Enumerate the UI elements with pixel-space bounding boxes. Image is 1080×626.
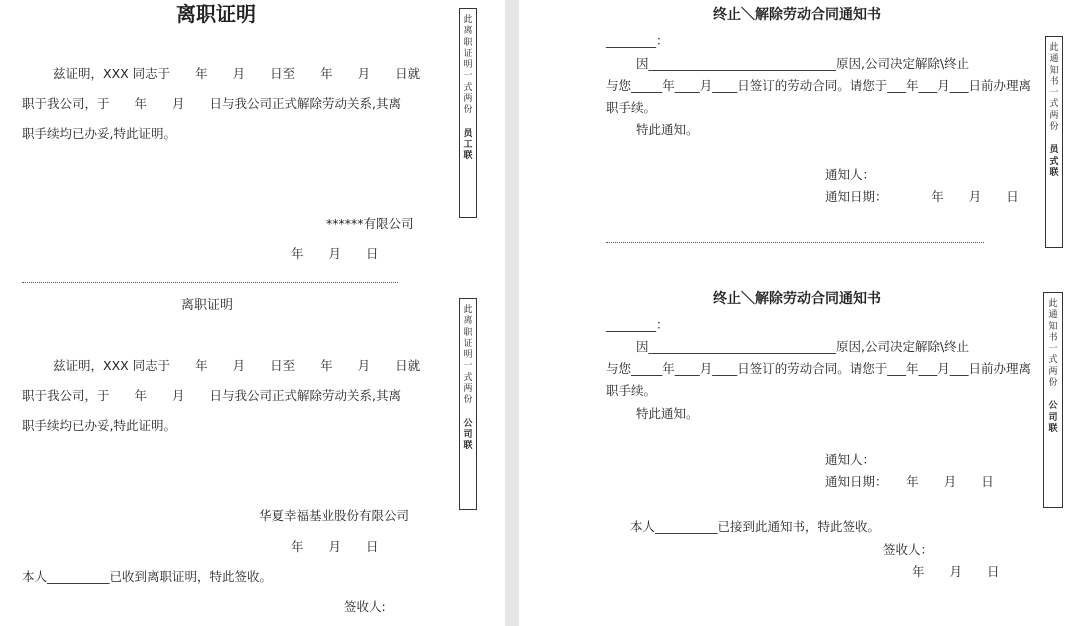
upper-certificate-line-2: 职于我公司，于 年 月 日与我公司正式解除劳动关系,其离 <box>22 96 401 111</box>
lower-notice-addressee: ________： <box>606 317 669 332</box>
upper-notice-title: 终止＼解除劳动合同通知书 <box>713 7 881 23</box>
lower-certificate-line-1: 兹证明，XXX 同志于 年 月 日至 年 月 日就 <box>53 358 421 373</box>
lower-notice-line-2: 与您_____年____月____日签订的劳动合同。请您于___年___月___日前办理离 <box>606 361 1032 376</box>
upper-notice-line-1: 因______________________________原因,公司决定解除\终止 <box>636 56 970 71</box>
copy-label-text: 此 离 职 证 明 一 式 两 份 <box>463 15 473 116</box>
cut-line <box>22 282 398 283</box>
lower-notice-title: 终止＼解除劳动合同通知书 <box>713 291 881 307</box>
lower-notice-notifier: 通知人： <box>825 452 876 467</box>
copy-label-company: 公 司 联 <box>1048 401 1058 434</box>
lower-certificate-company: 华夏幸福基业股份有限公司 <box>259 508 410 523</box>
left-document-page <box>0 0 505 626</box>
upper-certificate-date: 年 月 日 <box>291 246 379 261</box>
upper-notice-copy-label <box>1045 36 1063 248</box>
lower-certificate-copy-label <box>459 298 477 510</box>
upper-certificate-company: ******有限公司 <box>326 216 414 231</box>
lower-certificate-title: 离职证明 <box>181 298 234 313</box>
upper-certificate-title: 离职证明 <box>176 2 256 26</box>
lower-notice-receipt: 本人__________已接到此通知书，特此签收。 <box>630 519 881 534</box>
lower-notice-signer-date: 年 月 日 <box>912 564 1000 579</box>
upper-certificate-copy-label <box>459 8 477 218</box>
copy-label-text: 此 通 知 书 一 式 两 份 <box>1048 299 1058 389</box>
upper-certificate-line-1: 兹证明，XXX 同志于 年 月 日至 年 月 日就 <box>53 66 421 81</box>
right-document-page <box>519 0 1080 626</box>
lower-certificate-date: 年 月 日 <box>291 539 379 554</box>
upper-certificate-line-3: 职手续均已办妥,特此证明。 <box>22 126 176 141</box>
cut-line <box>606 242 984 243</box>
upper-notice-line-2: 与您_____年____月____日签订的劳动合同。请您于___年___月___日前办理离 <box>606 78 1032 93</box>
upper-notice-notifier: 通知人： <box>825 167 876 182</box>
lower-notice-line-1: 因______________________________原因,公司决定解除\终止 <box>636 339 970 354</box>
lower-notice-copy-label <box>1043 292 1063 508</box>
upper-notice-addressee: ________： <box>606 33 669 48</box>
copy-label-employee: 员 式 联 <box>1049 145 1059 178</box>
lower-notice-signer: 签收人： <box>883 542 934 557</box>
lower-certificate-receipt: 本人__________已收到离职证明，特此签收。 <box>22 569 273 584</box>
lower-certificate-line-3: 职手续均已办妥,特此证明。 <box>22 418 176 433</box>
copy-label-company: 公 司 联 <box>463 418 473 452</box>
lower-certificate-line-2: 职于我公司，于 年 月 日与我公司正式解除劳动关系,其离 <box>22 388 401 403</box>
copy-label-text: 此 通 知 书 一 式 两 份 <box>1049 43 1059 133</box>
lower-certificate-signer: 签收人: <box>344 599 386 614</box>
lower-notice-date: 通知日期： 年 月 日 <box>825 474 994 489</box>
copy-label-employee: 员 工 联 <box>463 128 473 162</box>
lower-notice-line-3: 职手续。 <box>606 383 657 398</box>
copy-label-text: 此 离 职 证 明 一 式 两 份 <box>463 305 473 406</box>
upper-notice-closing: 特此通知。 <box>636 122 699 137</box>
lower-notice-closing: 特此通知。 <box>636 406 699 421</box>
upper-notice-date: 通知日期： 年 月 日 <box>825 189 1019 204</box>
upper-notice-line-3: 职手续。 <box>606 100 657 115</box>
